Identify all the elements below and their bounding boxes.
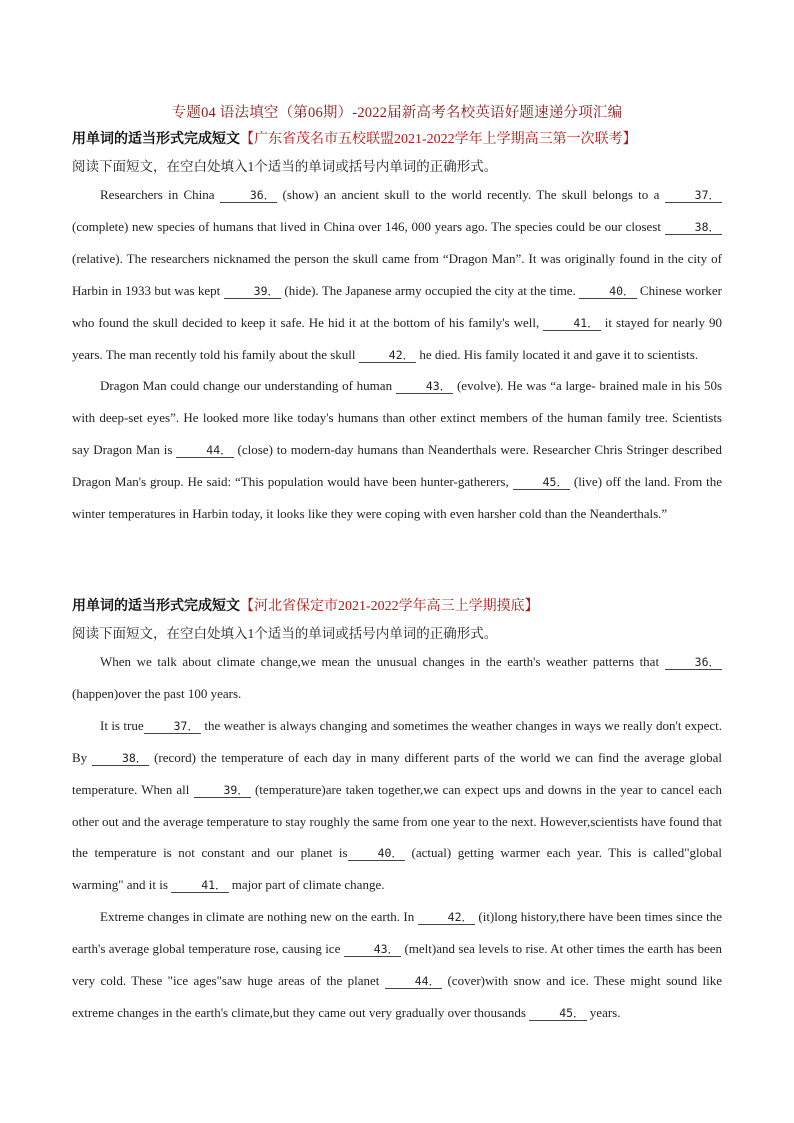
- blank-37[interactable]: 37．: [665, 188, 722, 203]
- section-1-heading-text: 用单词的适当形式完成短文: [72, 132, 240, 147]
- section-1-paragraph-1: Researchers in China 36． (show) an ancient skull to the world recently. The skull belongs to a 37． (complete) new species of humans that lived in China over 146, 000 years ago. The species could be our closest 38． (relative). The researchers nicknamed the person the skull came from “Dragon Man”. It was originally found in the city of Harbin in 1933 but was kept 39． (hide). The Japanese army occupied the city at the time. 40． Chinese worker who found the skull decided to keep it safe. He hid it at the bottom of his family's well, 41． it stayed for nearly 90 years. The man recently told his family about the skull 42． he died. His family located it and gave it to scientists.: [72, 187, 723, 362]
- section-2-heading: [72, 595, 539, 615]
- blank-37[interactable]: 37．: [144, 719, 201, 734]
- blank-44[interactable]: 44．: [176, 443, 233, 458]
- blank-43[interactable]: 43．: [344, 942, 401, 957]
- section-2-heading-text: 用单词的适当形式完成短文: [72, 599, 240, 614]
- section-1-instruction: 阅读下面短文，在空白处填入1个适当的单词或括号内单词的正确形式。: [72, 159, 498, 174]
- section-1-source: 【广东省茂名市五校联盟2021-2022学年上学期高三第一次联考】: [240, 132, 637, 147]
- blank-42[interactable]: 42．: [359, 348, 416, 363]
- section-1-heading: [72, 128, 637, 148]
- blank-45[interactable]: 45．: [529, 1006, 586, 1021]
- blank-40[interactable]: 40．: [348, 846, 405, 861]
- section-2-paragraph-3: Extreme changes in climate are nothing new on the earth. In 42． (it)long history,there have been times since the earth's average global temperature rose, causing ice 43． (melt)and sea levels to rise. At other times the earth has been very cold. These "ice ages"saw huge areas of the planet 44． (cover)with snow and ice. These might sound like extreme changes in the earth's climate,but they came out very gradually over thousands 45． years.: [72, 909, 723, 1020]
- blank-39[interactable]: 39．: [224, 284, 281, 299]
- blank-43[interactable]: 43．: [396, 379, 453, 394]
- blank-38[interactable]: 38．: [665, 220, 722, 235]
- blank-44[interactable]: 44．: [385, 974, 442, 989]
- blank-39[interactable]: 39．: [194, 783, 251, 798]
- blank-42[interactable]: 42．: [418, 910, 475, 925]
- section-2-passage: [72, 646, 722, 1029]
- blank-40[interactable]: 40．: [579, 284, 636, 299]
- blank-41[interactable]: 41．: [543, 316, 600, 331]
- blank-36[interactable]: 36．: [220, 188, 277, 203]
- section-1-paragraph-2: Dragon Man could change our understanding of human 43． (evolve). He was “a large- brained male in his 50s with deep-set eyes”. He looked more like today's humans than other extinct members of the human family tree. Scientists say Dragon Man is 44． (close) to modern-day humans than Neanderthals were. Researcher Chris Stringer described Dragon Man's group. He said: “This population would have been hunter-gatherers, 45． (live) off the land. From the winter temperatures in Harbin today, it looks like they were coping with even harsher cold than the Neanderthals.”: [72, 378, 723, 522]
- blank-45[interactable]: 45．: [513, 475, 570, 490]
- section-2-paragraph-2: It is true 37． the weather is always changing and sometimes the weather changes in ways we really don't expect. By 38． (record) the temperature of each day in many different parts of the world we can find the average global temperature. When all 39． (temperature)are taken together,we can expect ups and downs in the year to cancel each other out and the average temperature to stay roughly the same from one year to the next. However,scientists have found that the temperature is not constant and our planet is 40． (actual) getting warmer each year. This is called"global warming" and it is 41． major part of climate change.: [72, 717, 723, 893]
- section-2-source: 【河北省保定市2021-2022学年高三上学期摸底】: [240, 599, 539, 614]
- section-2-paragraph-1: When we talk about climate change,we mean the unusual changes in the earth's weather patterns that 36． (happen)over the past 100 years.: [72, 654, 720, 701]
- blank-38[interactable]: 38．: [92, 751, 149, 766]
- section-1-passage: [72, 179, 722, 530]
- document-title: 专题04 语法填空（第06期）-2022届新高考名校英语好题速递分项汇编: [171, 105, 623, 121]
- blank-41[interactable]: 41．: [171, 878, 228, 893]
- blank-36[interactable]: 36．: [665, 655, 722, 670]
- section-2-instruction: 阅读下面短文，在空白处填入1个适当的单词或括号内单词的正确形式。: [72, 626, 498, 641]
